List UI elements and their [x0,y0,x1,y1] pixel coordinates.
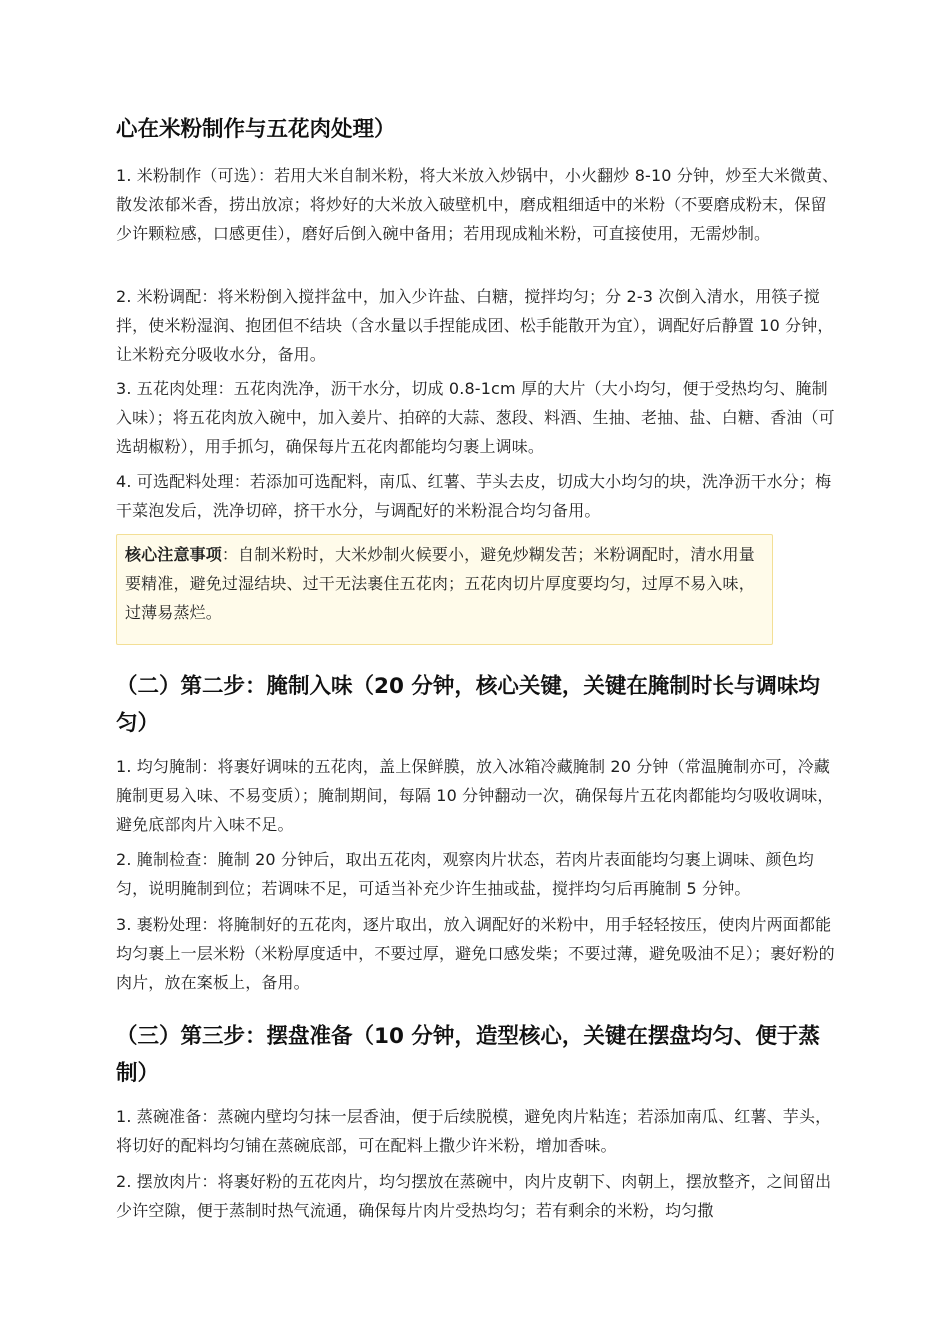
paragraph: 3. 五花肉处理：五花肉洗净，沥干水分，切成 0.8-1cm 厚的大片（大小均匀，便于受热均匀、腌制入味）；将五花肉放入碗中，加入姜片、拍碎的大蒜、葱段、料酒、生抽、老抽、盐、白糖、香油（可选胡椒粉），用手抓匀，确保每片五花肉都能均匀裹上调味。 [116,379,835,456]
paragraph: 3. 裹粉处理：将腌制好的五花肉，逐片取出，放入调配好的米粉中，用手轻轻按压，使肉片两面都能均匀裹上一层米粉（米粉厚度适中，不要过厚，避免口感发柴；不要过薄，避免吸油不足）；裹好粉的肉片，放在案板上，备用。 [116,915,835,992]
section-1-body [116,161,841,248]
section-3-body-2 [116,1167,841,1225]
paragraph: 1. 蒸碗准备：蒸碗内壁均匀抹一层香油，便于后续脱模，避免肉片粘连；若添加南瓜、红薯、芋头，将切好的配料均匀铺在蒸碗底部，可在配料上撒少许米粉，增加香味。 [116,1107,832,1155]
section-2-body-3 [116,910,841,997]
key-notes-body: ：自制米粉时，大米炒制火候要小，避免炒糊发苦；米粉调配时，清水用量要精准，避免过湿结块、过干无法裹住五花肉；五花肉切片厚度要均匀，过厚不易入味，过薄易蒸烂。 [125,545,755,622]
paragraph: 1. 米粉制作（可选）：若用大米自制米粉，将大米放入炒锅中，小火翻炒 8-10 分钟，炒至大米微黄、散发浓郁米香，捞出放凉；将炒好的大米放入破壁机中，磨成粗细适中的米粉（不要磨成粉末，保留少许颗粒感，口感更佳），磨好后倒入碗中备用；若用现成籼米粉，可直接使用，无需炒制。 [116,166,839,243]
paragraph: 4. 可选配料处理：若添加可选配料，南瓜、红薯、芋头去皮，切成大小均匀的块，洗净沥干水分；梅干菜泡发后，洗净切碎，挤干水分，与调配好的米粉混合均匀备用。 [116,472,832,520]
paragraph: 2. 米粉调配：将米粉倒入搅拌盆中，加入少许盐、白糖，搅拌均匀；分 2-3 次倒入清水，用筷子搅拌，使米粉湿润、抱团但不结块（含水量以手捏能成团、松手能散开为宜），调配好后静置 10 分钟，让米粉充分吸收水分，备用。 [116,287,834,364]
section-2-title: （二）第二步：腌制入味（20 分钟，核心关键，关键在腌制时长与调味均匀） [116,674,820,736]
key-notes-label: 核心注意事项 [125,545,222,564]
key-notes-box [116,534,773,645]
section-1 [116,112,841,148]
section-3-body-1 [116,1102,841,1160]
section-1-body-3 [116,374,841,461]
paragraph: 2. 摆放肉片：将裹好粉的五花肉片，均匀摆放在蒸碗中，肉片皮朝下、肉朝上，摆放整齐，之间留出少许空隙，便于蒸制时热气流通，确保每片肉片受热均匀；若有剩余的米粉，均匀撒 [116,1172,832,1220]
section-2-body-1 [116,752,841,839]
section-2 [116,668,841,742]
section-1-title: 心在米粉制作与五花肉处理） [116,117,396,142]
section-1-body-4 [116,467,841,525]
section-3-title: （三）第三步：摆盘准备（10 分钟，造型核心，关键在摆盘均匀、便于蒸制） [116,1024,820,1086]
key-notes-text [125,540,762,627]
section-2-body-2 [116,845,841,903]
section-1-body-2 [116,282,841,369]
section-3 [116,1018,841,1092]
paragraph: 2. 腌制检查：腌制 20 分钟后，取出五花肉，观察肉片状态，若肉片表面能均匀裹上调味、颜色均匀，说明腌制到位；若调味不足，可适当补充少许生抽或盐，搅拌均匀后再腌制 5 分钟。 [116,850,814,898]
paragraph: 1. 均匀腌制：将裹好调味的五花肉，盖上保鲜膜，放入冰箱冷藏腌制 20 分钟（常温腌制亦可，冷藏腌制更易入味、不易变质）；腌制期间，每隔 10 分钟翻动一次，确保每片五花肉都能均匀吸收调味，避免底部肉片入味不足。 [116,757,834,834]
